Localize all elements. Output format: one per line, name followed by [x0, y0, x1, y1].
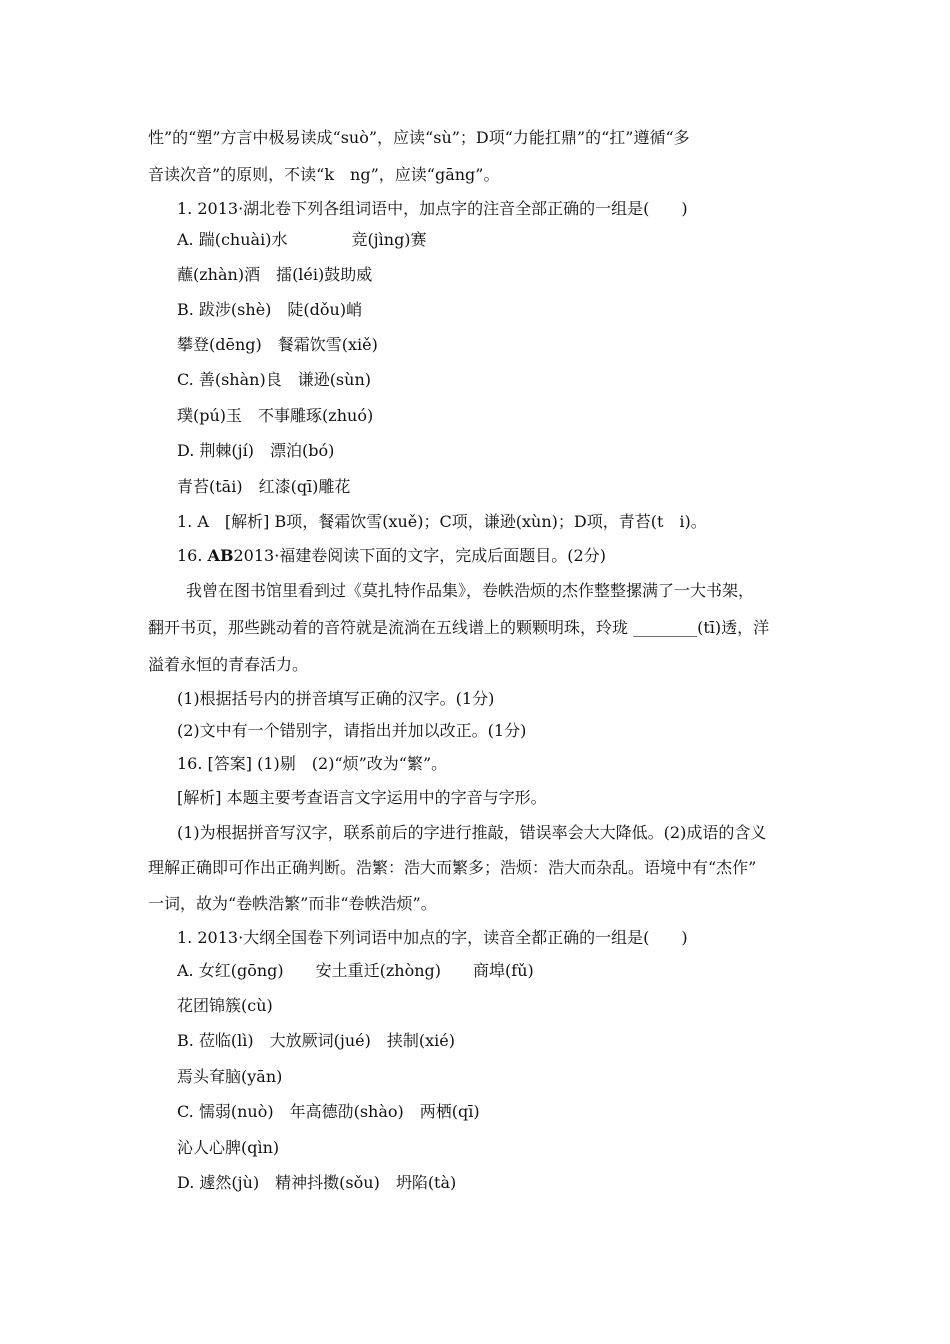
option-line: D. 荆棘(jí) 漂泊(bó): [177, 441, 335, 460]
sub-question: (1)根据括号内的拼音填写正确的汉字。(1分): [177, 689, 495, 708]
text-line: 性”的“塑”方言中极易读成“suò”，应读“sù”；D项“力能扛鼎”的“扛”遵循“多: [148, 128, 690, 147]
analysis-line: 一词，故为“卷帙浩繁”而非“卷帙浩烦”。: [148, 894, 437, 913]
option-line: 沁人心脾(qìn): [177, 1138, 280, 1157]
option-line: C. 善(shàn)良 谦逊(sùn): [177, 370, 371, 389]
option-line: C. 懦弱(nuò) 年高德劭(shào) 两栖(qī): [177, 1102, 480, 1121]
analysis-line: (1)为根据拼音写汉字，联系前后的字进行推敲，错误率会大大降低。(2)成语的含义: [177, 823, 767, 842]
passage-line: 溢着永恒的青春活力。: [148, 655, 309, 674]
option-line: B. 莅临(lì) 大放厥词(jué) 挟制(xié): [177, 1031, 455, 1050]
answer-line: 1. A [解析] B项，餐霜饮雪(xuě)；C项，谦逊(xùn)；D项，青苔(t i)。: [177, 512, 707, 531]
option-line: D. 遽然(jù) 精神抖擞(sǒu) 坍陷(tà): [177, 1173, 457, 1192]
option-line: A. 踹(chuài)水 竞(jìng)赛: [177, 230, 427, 249]
option-line: 攀登(dēng) 餐霜饮雪(xiě): [177, 335, 378, 354]
text-line: 音读次音”的原则，不读“k ng”，应读“gāng”。: [148, 165, 500, 184]
option-line: 青苔(tāi) 红漆(qī)雕花: [177, 477, 351, 496]
option-line: 蘸(zhàn)酒 擂(léi)鼓助威: [177, 265, 373, 284]
question-title: [177, 545, 818, 567]
analysis-line: 理解正确即可作出正确判断。浩繁：浩大而繁多；浩烦：浩大而杂乱。语境中有“杰作”: [148, 858, 757, 877]
sub-question: (2)文中有一个错别字，请指出并加以改正。(1分): [177, 721, 527, 740]
option-line: A. 女红(gōng) 安土重迁(zhòng) 商埠(fǔ): [177, 961, 534, 980]
question-number: 16.: [177, 546, 208, 565]
option-line: 璞(pú)玉 不事雕琢(zhuó): [177, 406, 374, 425]
question-title: 1. 2013·湖北卷下列各组词语中，加点字的注音全部正确的一组是( ): [177, 199, 688, 218]
option-line: 花团锦簇(cù): [177, 996, 273, 1015]
passage-line: 翻开书页，那些跳动着的音符就是流淌在五线谱上的颗颗明珠，玲珑 ________(tī)透，洋: [148, 618, 770, 637]
answer-line: 16. [答案] (1)剔 (2)“烦”改为“繁”。: [177, 754, 448, 773]
question-text: 2013·福建卷阅读下面的文字，完成后面题目。(2分): [233, 546, 606, 565]
option-line: B. 跋涉(shè) 陡(dǒu)峭: [177, 300, 363, 319]
passage-line: 我曾在图书馆里看到过《莫扎特作品集》，卷帙浩烦的杰作整整摞满了一大书架，: [186, 581, 755, 600]
question-tag: AB: [207, 546, 234, 565]
analysis-line: [解析] 本题主要考查语言文字运用中的字音与字形。: [177, 788, 547, 807]
question-title: 1. 2013·大纲全国卷下列词语中加点的字，读音全都正确的一组是( ): [177, 928, 688, 947]
option-line: 焉头耷脑(yān): [177, 1067, 283, 1086]
